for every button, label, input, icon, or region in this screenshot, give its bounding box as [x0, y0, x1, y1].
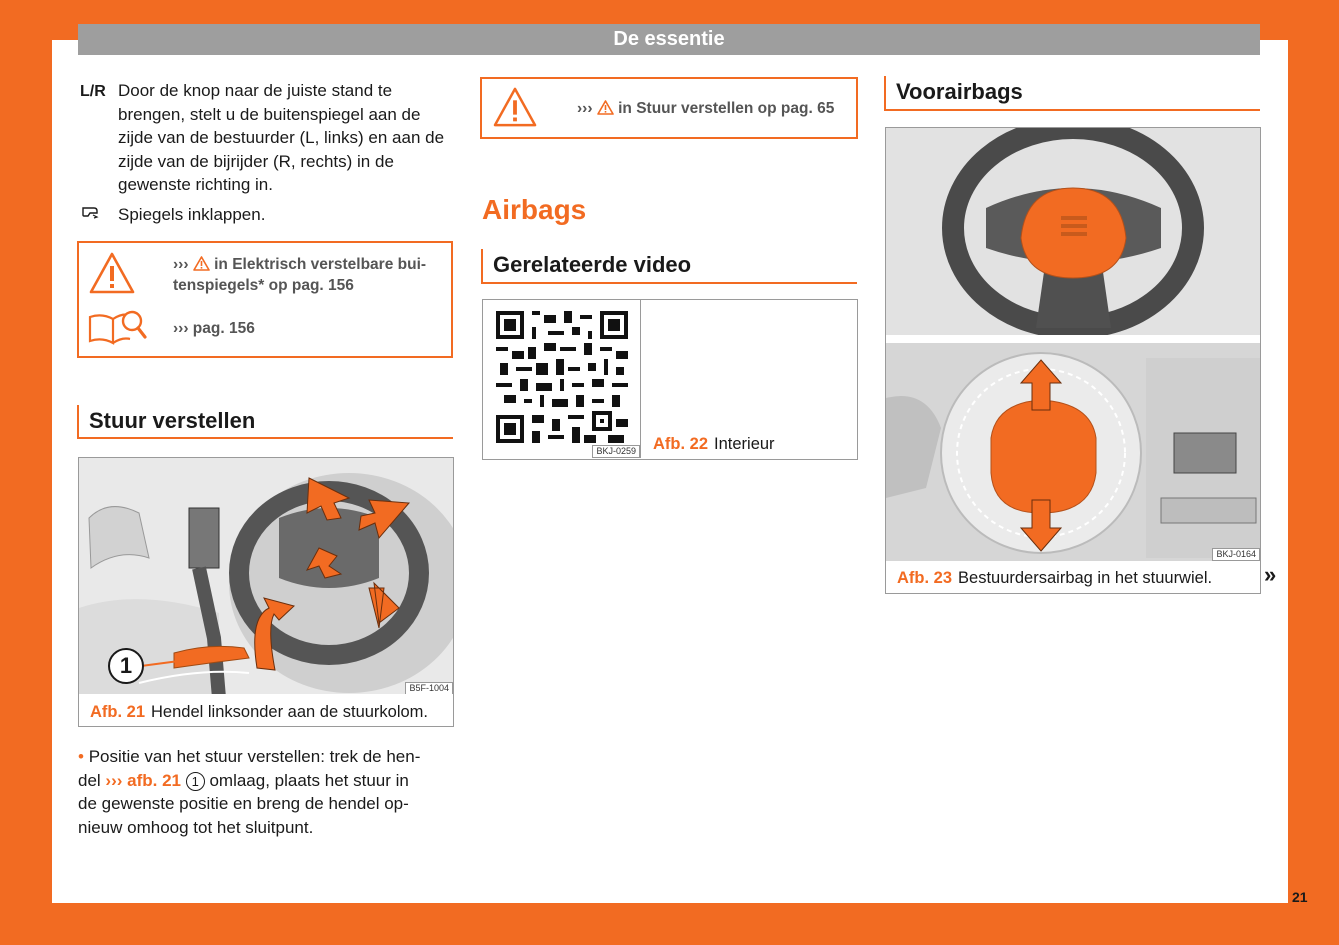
figure-code: B5F-1004	[405, 682, 453, 695]
chapter-title-airbags: Airbags	[482, 194, 587, 225]
lr-description: Door de knop naar de juiste stand te brengen, stelt u de buitenspiegel aan de zijde van de bestuurder (L, links) en aan de zijde van de bijrijder (R, rechts) in de gewenste richting in.	[118, 81, 445, 194]
figure-label: Afb. 21	[90, 703, 146, 721]
figure-label: Afb. 22	[653, 435, 709, 453]
figure-code: BKJ-0164	[1212, 548, 1260, 561]
callout-ref: 1	[186, 772, 205, 791]
continue-mark[interactable]: »	[1264, 562, 1277, 587]
small-warning-icon	[193, 256, 210, 271]
figure-23-frame	[885, 127, 1261, 563]
figure-link[interactable]: ››› afb. 21	[105, 770, 181, 790]
section-left-rule	[884, 76, 886, 110]
section-left-rule	[481, 249, 483, 283]
figure-21-caption: Afb. 21 Hendel linksonder aan de stuurkolom.	[90, 703, 429, 721]
section-left-rule	[77, 405, 79, 438]
section-underline	[77, 437, 453, 439]
fold-text: Spiegels inklappen.	[118, 205, 266, 224]
section-underline	[481, 282, 857, 284]
warning-triangle-icon	[492, 86, 538, 128]
qr-code-icon[interactable]	[496, 311, 628, 443]
page-number: 21	[1292, 889, 1308, 905]
callout-1: 1	[108, 648, 144, 684]
figure-code: BKJ-0259	[592, 445, 640, 458]
lr-label: L/R	[80, 83, 106, 100]
mirror-fold-icon	[81, 205, 99, 219]
manual-search-icon	[86, 307, 148, 347]
section-underline	[884, 109, 1260, 111]
manual-ref-link[interactable]: ››› pag. 156	[173, 320, 255, 337]
page-header: De essentie	[78, 24, 1260, 55]
airbag-illustration	[886, 128, 1260, 562]
qr-panel	[482, 299, 641, 458]
figure-22-caption: Afb. 22 Interieur	[653, 435, 775, 453]
section-title-front-airbags: Voorairbags	[896, 79, 1023, 104]
warning-ref-mirrors[interactable]: ››› in Elektrisch verstelbare bui- tenspiegels* op pag. 156	[173, 256, 427, 294]
small-warning-icon	[597, 100, 614, 115]
warning-triangle-icon	[88, 251, 136, 295]
figure-21-frame	[78, 457, 454, 696]
bullet-steering: • Positie van het stuur verstellen: trek de hen- del ››› afb. 21 1 omlaag, plaats het stuur in de gewenste positie en breng de hendel op- nieuw omhoog tot het sluitpunt.	[78, 747, 421, 837]
figure-23-caption: Afb. 23 Bestuurdersairbag in het stuurwiel.	[897, 569, 1213, 587]
figure-label: Afb. 23	[897, 569, 953, 587]
warning-ref-steering[interactable]: ››› in Stuur verstellen op pag. 65	[577, 100, 835, 117]
section-title-video: Gerelateerde video	[493, 252, 692, 277]
section-title-steering: Stuur verstellen	[89, 408, 256, 433]
